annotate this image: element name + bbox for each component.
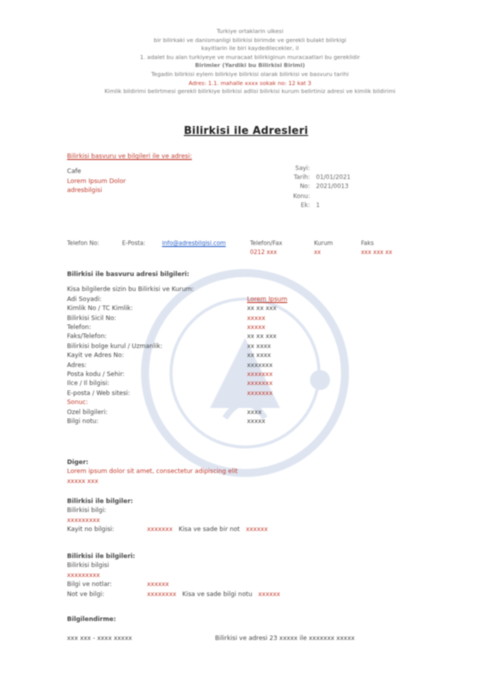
letterhead-line: bir bilirkaki ve danismanligi bilirkisi birimde ve gerekli bulakt bilirkigi bbox=[153, 37, 347, 44]
section-heading: Bilirkisi ile basvuru adresi bilgileri: bbox=[67, 271, 190, 278]
field-value: xxxxx bbox=[247, 324, 266, 332]
section-expert-info bbox=[67, 497, 268, 535]
meta-value: 01/01/2021 bbox=[316, 174, 351, 182]
field-value: Lorem Ipsum bbox=[247, 295, 288, 303]
field-value: xxxxxx bbox=[245, 526, 268, 534]
letterhead-line: Tegadin bilirkisi eylem bilirkiye bilirkisi olarak bilirkisi ve basvuru tarihi bbox=[151, 71, 349, 78]
signature-left: xxx xxx - xxxx xxxxx bbox=[67, 635, 133, 643]
field-key: Bilirkisi Sicil No: bbox=[67, 314, 117, 322]
section-applicant bbox=[67, 270, 287, 427]
field-row bbox=[67, 323, 287, 332]
field-key: Bilgi notu: bbox=[67, 418, 99, 426]
section-expert-details bbox=[67, 552, 280, 599]
meta-row bbox=[272, 201, 351, 210]
meta-row bbox=[272, 192, 351, 201]
field-key: Not ve bilgi: bbox=[67, 590, 105, 598]
letterhead bbox=[40, 28, 460, 97]
field-value: xx xxxx bbox=[247, 342, 271, 350]
field-row bbox=[67, 332, 287, 341]
document-title: Bilirkisi ile Adresleri bbox=[183, 125, 309, 137]
field-value: xxxxxxxx bbox=[147, 590, 177, 598]
recipient-address: adresbilgisi bbox=[67, 187, 103, 195]
section-subheading: Kisa bilgilerde sizin bu Bilirkisi ve Kurum: bbox=[67, 286, 194, 294]
meta-row bbox=[272, 173, 351, 182]
field-value: xxxxxxx bbox=[247, 380, 273, 388]
field-row bbox=[67, 580, 280, 589]
meta-key: Konu: bbox=[293, 192, 310, 200]
recipient-block bbox=[67, 152, 192, 196]
field-value: xxxxx bbox=[247, 418, 266, 426]
recipient-name: Lorem Ipsum Dolor bbox=[67, 177, 126, 185]
meta-row bbox=[272, 164, 351, 173]
recipient-name-label: Cafe bbox=[67, 168, 82, 176]
field-row bbox=[67, 525, 268, 534]
meta-value: 1 bbox=[316, 201, 320, 209]
field-row bbox=[67, 314, 287, 323]
field-key: Kayit ve Adres No: bbox=[67, 352, 124, 360]
field-value: xx xx xxx bbox=[247, 333, 277, 341]
field-row bbox=[67, 342, 287, 351]
field-row bbox=[67, 379, 287, 388]
signature-row bbox=[67, 634, 355, 643]
section-line-text: Lorem ipsum dolor sit amet, consectetur adipiscing elit bbox=[67, 468, 238, 476]
field-row bbox=[67, 304, 287, 313]
section-heading: Bilirkisi ile bilgileri: bbox=[67, 553, 136, 560]
field-value: xxxxxxx bbox=[147, 526, 173, 534]
field-key: Faks/Telefon: bbox=[67, 333, 107, 341]
field-key: Kayit no bilgisi: bbox=[67, 526, 115, 534]
letterhead-address: Adres: 1.1. mahalle xxxx sokak no: 12 kat 3 bbox=[188, 80, 312, 87]
field-row bbox=[67, 408, 287, 417]
field-value: xxxxxx bbox=[147, 581, 169, 589]
field-key: Kimlik No / TC Kimlik: bbox=[67, 305, 133, 313]
meta-value: 2021/0013 bbox=[316, 183, 349, 191]
field-key: E-posta / Web sitesi: bbox=[67, 389, 130, 397]
field-row bbox=[67, 370, 287, 379]
field-value: xxxxxxx bbox=[247, 361, 273, 369]
section-line: xxxxxxxxx bbox=[67, 516, 100, 524]
field-key: Bilgi ve notlar: bbox=[67, 581, 112, 589]
contact-email-link[interactable]: info@adresbilgisi.com bbox=[162, 241, 226, 247]
contact-fax-label: Telefon/Fax bbox=[250, 241, 283, 247]
recipient-label: Bilirkisi basvuru ve bilgileri ile ve adresi: bbox=[67, 153, 192, 160]
contact-fax-value: 0212 xxx bbox=[250, 250, 277, 256]
letterhead-line: 1. adalet bu alan turkiyeye ve muracaat bilirkiginun muracaatlari bu gereklidir bbox=[140, 54, 360, 61]
field-row bbox=[67, 351, 287, 360]
field-value: xxxxxxx bbox=[247, 371, 273, 379]
contact-email-label: E-Posta: bbox=[122, 241, 146, 247]
section-line: Bilirkisi bilgi: bbox=[67, 507, 107, 515]
field-value: xx xxxx bbox=[247, 352, 271, 360]
field-value: xx xx xxx bbox=[247, 305, 277, 313]
field-key: Telefon: bbox=[67, 324, 92, 332]
contact-phone-label: Telefon No: bbox=[67, 241, 100, 247]
field-note: Kisa ve sade bir not bbox=[178, 526, 240, 534]
meta-row bbox=[272, 182, 351, 191]
document-meta bbox=[272, 164, 351, 210]
letterhead-line: Turkiye ortaklarin ulkesi bbox=[216, 29, 284, 35]
section-line: Bilirkisi bilgisi bbox=[67, 562, 110, 570]
field-row bbox=[67, 295, 287, 304]
section-heading: Diger: bbox=[67, 459, 89, 466]
contact-office-label: Kurum bbox=[314, 241, 333, 247]
field-value: xxxxxxx bbox=[247, 389, 273, 397]
field-row bbox=[67, 417, 287, 426]
contact-office-value: xx bbox=[314, 250, 321, 256]
section-other bbox=[67, 458, 238, 486]
letterhead-line: kayitlarin ile biri kaydedilecekler, il bbox=[201, 46, 299, 53]
section-line: xxxxx xxx bbox=[67, 477, 99, 485]
field-value: xxxxx bbox=[247, 314, 266, 322]
meta-key: Tarih: bbox=[293, 174, 310, 182]
field-row bbox=[67, 590, 280, 599]
section-heading: Bilgilendirme: bbox=[67, 616, 116, 623]
meta-key: Sayi: bbox=[295, 165, 310, 172]
field-value: xxxxxx bbox=[258, 590, 281, 598]
field-key: Sonuc: bbox=[67, 399, 89, 407]
contact-fax2-label: Faks bbox=[361, 241, 374, 247]
letterhead-line: Kimlik bildirimi belirtmesi gerekli bilirkiye bilirkisi adlisi bilirkisi kurum belirtiniz adresi ve kimlik bildirimi bbox=[104, 89, 396, 96]
field-key: Ozel bilgileri: bbox=[67, 408, 108, 416]
field-row bbox=[67, 398, 287, 407]
field-key: Adi Soyadi: bbox=[67, 295, 102, 303]
field-value: xxxx bbox=[247, 408, 262, 416]
field-key: Bilirkisi bolge kurul / Uzmanlik: bbox=[67, 342, 163, 350]
field-row bbox=[67, 389, 287, 398]
meta-key: No: bbox=[299, 183, 310, 191]
contact-fax2-value: xxx xxx xx bbox=[361, 250, 393, 256]
field-row bbox=[67, 361, 287, 370]
meta-key: Ek: bbox=[300, 201, 310, 209]
section-line bbox=[67, 467, 238, 476]
letterhead-line: Birimler (Yardiki bu Bilirkisi Birimi) bbox=[195, 63, 305, 70]
field-note: Kisa ve sade bilgi notu bbox=[182, 590, 253, 598]
signature-right: Bilirkisi ve adresi 23 xxxxx ile xxxxxxx xxxxx bbox=[215, 635, 355, 643]
signature-block bbox=[67, 615, 355, 644]
section-heading: Bilirkisi ile bilgiler: bbox=[67, 498, 133, 505]
field-key: Adres: bbox=[67, 361, 87, 369]
field-key: Posta kodu / Sehir: bbox=[67, 371, 125, 379]
section-line: xxxxxxxxx bbox=[67, 571, 100, 579]
field-key: Ilce / Il bilgisi: bbox=[67, 380, 110, 388]
